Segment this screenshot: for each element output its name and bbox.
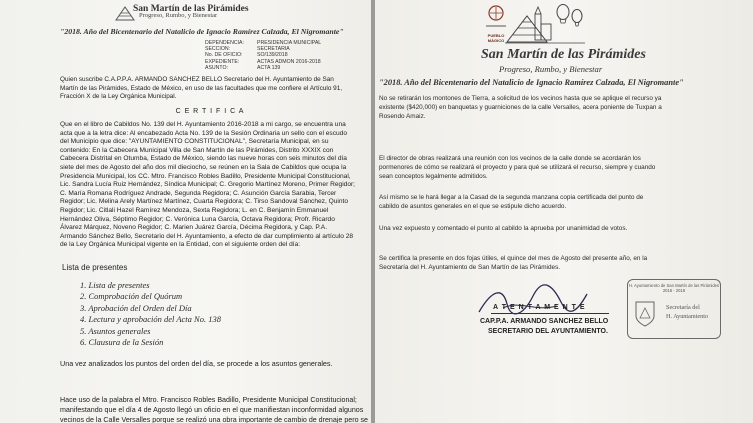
left-body-paragraph	[60, 121, 366, 250]
dept-value: ACTAS ADMON 2016-2018	[257, 58, 321, 65]
right-para-5	[379, 254, 749, 272]
dept-value: SECRETARIA	[257, 46, 290, 53]
stamp-top-text: H. Ayuntamiento de San Martín de las Pirámides	[628, 283, 720, 288]
intro-line: Fracción X de la Ley Orgánica Municipal.	[60, 93, 177, 101]
bottom-line: manifestando que el día 4 de Agosto llegó un oficio en el que manifiestan inconformidad algunos	[60, 405, 364, 414]
after-list-text: Una vez analizados los puntos del orden del día, se procede a los asuntos generales.	[60, 359, 333, 368]
body-line: C. María Romana Rodríguez Andrade, Segunda Regidora; C. Asunción García Sarabia, Tercer	[60, 189, 337, 197]
para2-line: El director de obras realizará una reunión con los vecinos de la calle donde se acordarán los	[379, 155, 641, 162]
body-line: Armando Sánchez Bello, Secretario del H. Ayuntamiento, a efecto de dar cumplimiento al artículo 28	[60, 232, 354, 240]
left-intro	[60, 76, 365, 102]
agenda-item: 3. Aprobación del Orden del Día	[80, 302, 192, 313]
right-logo-subtitle: Progreso, Rumbo, y Bienestar	[499, 64, 603, 74]
right-para-1	[379, 94, 749, 121]
pueblo-magico-label: PUEBLO MÁGICO	[487, 33, 505, 43]
right-logo-title: San Martín de las Pirámides	[481, 47, 646, 62]
body-line: Que en el libro de Cabildos No. 139 del H. Ayuntamiento 2016-2018 a mi cargo, se encuentra una	[60, 121, 346, 128]
left-motto: "2018. Año del Bicentenario del Natalicio de Ignacio Ramírez Calzada, El Nigromante"	[60, 27, 344, 36]
intro-line: Martín de las Pirámides, Estado de México, en uso de las facultades que me confiere el Artículo 91,	[60, 84, 343, 92]
certifica-heading: C E R T I F I C A	[175, 108, 245, 115]
body-line: Cabecera Distrital en Otumba, Estado de México, siendo las nueve horas con seis minutos del día	[60, 155, 347, 163]
town-illustration-icon	[505, 2, 585, 44]
body-line: Presidencia Municipal, los CC. Mtro. Francisco Robles Badillo, Presidente Municipal Constitucional,	[60, 172, 351, 180]
para5-line: Secretaría del H. Ayuntamiento de San Martín de las Pirámides.	[379, 264, 561, 272]
right-para-3	[379, 193, 749, 211]
handwritten-signature-icon	[473, 282, 593, 322]
right-motto: "2018. Año del Bicentenario del Natalicio de Ignacio Ramírez Calzada, El Nigromante"	[379, 78, 684, 87]
body-line: Álvarez Márquez, Noveno Regidor; C. Marien Juárez García, Décima Regidora, y Cap. P.A.	[60, 224, 328, 232]
para1-line: existente ($420,000) en banquetas y guarniciones de la calle Versalles, acera poniente de Tuxpan a	[379, 104, 662, 112]
agenda-item: 1. Lista de presentes	[80, 280, 150, 290]
left-document-page	[0, 0, 371, 423]
signer-name: CAP.P.A. ARMANDO SANCHEZ BELLO	[480, 318, 609, 325]
body-line: de la Ley Orgánica Municipal vigente en la Entidad, con el siguiente orden del día:	[60, 241, 301, 249]
body-line: Lic. Sandra Lucía Ruiz Hernández, Síndica Municipal; C. Gregorio Martínez Moreno, Primer Regidor;	[60, 181, 356, 189]
stamp-years: 2016 - 2018	[662, 288, 686, 293]
dept-label: No. DE OFICIO:	[205, 52, 243, 59]
body-line: siete del mes de Agosto del año dos mil dieciocho, se reúnen en la Sala de Cabildos que ocupa la	[60, 163, 347, 171]
dept-label: ASUNTO:	[205, 64, 228, 71]
para2-line: pormenores de cómo se realizará el proyecto y para qué se utilizará el recurso, siempre y cuando	[379, 164, 656, 172]
body-line: Regidor; Lic. Melina Arely Martínez Martínez, Cuarta Regidora; C. Tirso Sandoval Sánchez, Quinto	[60, 198, 349, 206]
body-line: Hernández Oliva, Séptimo Regidor; C. Verónica Luna García, Octava Regidora; Profr. Ricardo	[60, 215, 335, 223]
para2-line: sean conceptos legalmente admitidos.	[379, 173, 488, 181]
dept-label: SECCION:	[205, 46, 231, 53]
right-para-2	[379, 154, 749, 181]
official-stamp	[627, 279, 721, 339]
signer-title: SECRETARIO DEL AYUNTAMIENTO.	[488, 328, 608, 335]
agenda-list	[80, 280, 221, 348]
para3-line: cabildo de asuntos generales en el que se estipule dicho acuerdo.	[379, 203, 567, 211]
intro-line: Quien suscribe C.A.P.P.A. ARMANDO SANCHEZ BELLO Secretario del H. Ayuntamiento de San	[60, 76, 334, 83]
list-title: Lista de presentes	[62, 263, 128, 272]
para5-line: Se certifica la presente en dos fojas útiles, el quince del mes de Agosto del presente año, en la	[379, 255, 648, 262]
stamp-label-2: H. Ayuntamiento	[666, 313, 709, 320]
left-logo-subtitle: Progreso, Rumbo, y Bienestar	[139, 12, 218, 19]
body-line: acta que a la letra dice: Al encabezado Acta No. 139 de la Sesión Ordinaria un sello con el escudo	[60, 129, 348, 137]
right-para-4	[379, 224, 749, 233]
left-department-block	[205, 40, 370, 71]
dept-label: EXPEDIENTE:	[205, 58, 240, 65]
dept-label: DEPENDENCIA:	[205, 40, 244, 46]
agenda-item: 6. Clausura de la Sesión	[80, 337, 164, 348]
bottom-line: vecinos de la Calle Versalles porque se realizó una obra importante de cambio de drenaje pero se	[60, 415, 368, 423]
left-logo-title: San Martín de las Pirámides	[133, 4, 249, 14]
para3-line: Así mismo se le hará llegar a la Casad de la segunda manzana copia certificada del punto de	[379, 194, 644, 201]
atentamente-label: A T E N T A M E N T E	[493, 304, 586, 311]
body-line: Regidor; Lic. Citlali Hazel Ramírez Mendoza, Sexta Regidora; L. en C. Benjamín Emmanuel	[60, 206, 329, 214]
body-line: del Municipio que dice: "AYUNTAMIENTO CONSTITUCIONAL", Secretaría Municipal, en su	[60, 138, 329, 146]
agenda-item: 2. Comprobación del Quórum	[80, 291, 183, 302]
para1-line: Rosendo Amaiz.	[379, 113, 426, 121]
coat-of-arms-icon	[634, 300, 656, 328]
body-line: contenido: En la Cabecera Municipal Villa de San Martín de las Pirámides, Distrito XXXIX con	[60, 146, 334, 154]
right-document-page	[375, 0, 753, 423]
dept-value: SO/139/2018	[257, 52, 288, 59]
left-bottom-paragraph	[60, 396, 366, 423]
pyramid-logo-icon	[115, 5, 135, 21]
para1-line: No se retirarán los montones de Tierra, a solicitud de los vecinos hasta que se aplique el recurso ya	[379, 95, 662, 102]
agenda-item: 4. Lectura y aprobación del Acta No. 138	[80, 314, 221, 325]
stamp-label-1: Secretaría del	[666, 304, 700, 311]
dept-value: ACTA 139	[257, 64, 281, 71]
bottom-line: Hace uso de la palabra el Mtro. Francisco Robles Badillo, Presidente Municipal Constitucional;	[60, 396, 357, 404]
para4-line: Una vez expuesto y comentado el punto al cabildo la aprueba por unanimidad de votos.	[379, 225, 628, 232]
dept-value: PRESIDENCIA MUNICIPAL	[257, 40, 322, 46]
left-logo	[133, 4, 283, 22]
signature-line	[491, 313, 609, 314]
agenda-item: 5. Asuntos generales	[80, 325, 151, 336]
